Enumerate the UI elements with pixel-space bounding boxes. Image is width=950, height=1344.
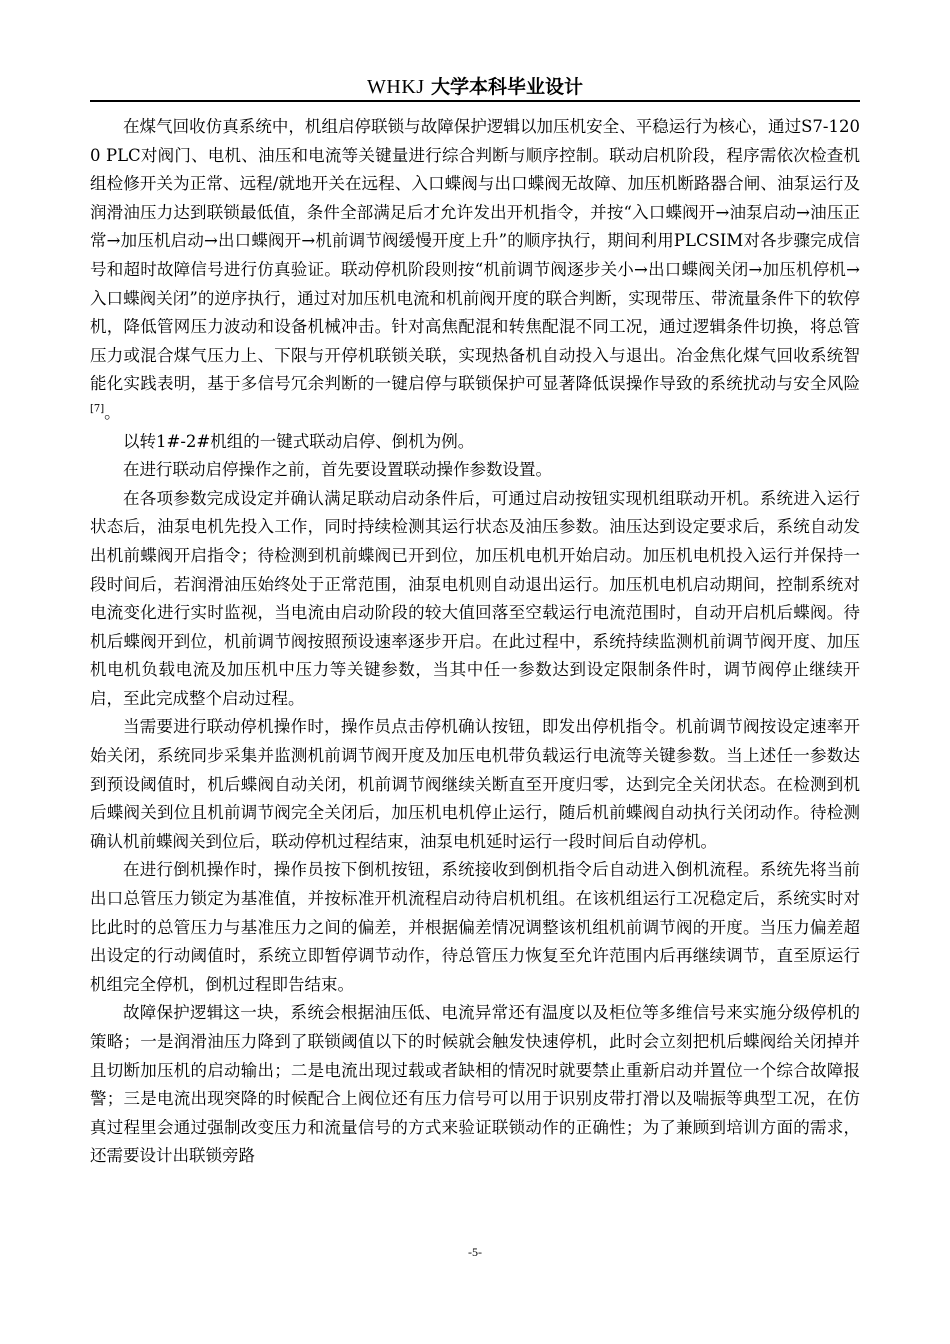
page-header [90, 72, 860, 101]
paragraph-1 [90, 113, 860, 428]
paragraph-2: 以转1#-2#机组的一键式联动启停、倒机为例。 [123, 431, 475, 451]
page-number: -5- [468, 1245, 482, 1259]
document-body [90, 113, 860, 1171]
paragraph-6: 在进行倒机操作时，操作员按下倒机按钮，系统接收到倒机指令后自动进入倒机流程。系统先将当前出口总管压力锁定为基准值，并按标准开机流程启动待启机机组。在该机组运行工况稳定后，系统实时对比此时的总管压力与基准压力之间的偏差，并根据偏差情况调整该机组机前调节阀的开度。当压力偏差超出设定的行动阈值时，系统立即暂停调节动作，待总管压力恢复至允许范围内后再继续调节，直至原运行机组完全停机，倒机过程即告结束。 [90, 860, 860, 994]
header-title: 大学本科毕业设计 [430, 76, 583, 98]
header-school-code: WHKJ [367, 76, 425, 98]
paragraph-3: 在进行联动启停操作之前，首先要设置联动操作参数设置。 [123, 460, 552, 480]
citation-ref: [7] [90, 403, 105, 415]
paragraph-text: 在煤气回收仿真系统中，机组启停联锁与故障保护逻辑以加压机安全、平稳运行为核心，通过S7-1200 PLC对阀门、电机、油压和电流等关键量进行综合判断与顺序控制。联动启机阶段，程序需依次检查机组检修开关为正常、远程/就地开关在远程、入口蝶阀与出口蝶阀无故障、加压机断路器合闸、油泵运行及润滑油压力达到联锁最低值，条件全部满足后才允许发出开机指令，并按“入口蝶阀开→油泵启动→油压正常→加压机启动→出口蝶阀开→机前调节阀缓慢开度上升”的顺序执行，期间利用PLCSIM对各步骤完成信号和超时故障信号进行仿真验证。联动停机阶段则按“机前调节阀逐步关小→出口蝶阀关闭→加压机停机→入口蝶阀关闭”的逆序执行，通过对加压机电流和机前阀开度的联合判断，实现带压、带流量条件下的软停机，降低管网压力波动和设备机械冲击。针对高焦配混和转焦配混不同工况，通过逻辑条件切换，将总管压力或混合煤气压力上、下限与开停机联锁关联，实现热备机自动投入与退出。冶金焦化煤气回收系统智能化实践表明，基于多信号冗余判断的一键启停与联锁保护可显著降低误操作导致的系统扰动与安全风险 [90, 117, 860, 394]
paragraph-5: 当需要进行联动停机操作时，操作员点击停机确认按钮，即发出停机指令。机前调节阀按设定速率开始关闭，系统同步采集并监测机前调节阀开度及加压电机带负载运行电流等关键参数。当上述任一参数达到预设阈值时，机后蝶阀自动关闭，机前调节阀继续关断直至开度归零，达到完全关闭状态。在检测到机后蝶阀关到位且机前调节阀完全关闭后，加压机电机停止运行，随后机前蝶阀自动执行关闭动作。待检测确认机前蝶阀关到位后，联动停机过程结束，油泵电机延时运行一段时间后自动停机。 [90, 717, 860, 851]
paragraph-7: 故障保护逻辑这一块，系统会根据油压低、电流异常还有温度以及柜位等多维信号来实施分级停机的策略；一是润滑油压力降到了联锁阈值以下的时候就会触发快速停机，此时会立刻把机后蝶阀给关闭掉并且切断加压机的启动输出；二是电流出现过载或者缺相的情况时就要禁止重新启动并置位一个综合故障报警；三是电流出现突降的时候配合上阀位还有压力信号可以用于识别皮带打滑以及喘振等典型工况，在仿真过程里会通过强制改变压力和流量信号的方式来验证联锁动作的正确性；为了兼顾到培训方面的需求，还需要设计出联锁旁路 [90, 1003, 860, 1166]
paragraph-tail: 。 [104, 402, 121, 422]
paragraph-4: 在各项参数完成设定并确认满足联动启动条件后，可通过启动按钮实现机组联动开机。系统进入运行状态后，油泵电机先投入工作，同时持续检测其运行状态及油压参数。油压达到设定要求后，系统自动发出机前蝶阀开启指令；待检测到机前蝶阀已开到位，加压机电机开始启动。加压机电机投入运行并保持一段时间后，若润滑油压始终处于正常范围，油泵电机则自动退出运行。加压机电机启动期间，控制系统对电流变化进行实时监视，当电流由启动阶段的较大值回落至空载运行电流范围时，自动开启机后蝶阀。待机后蝶阀开到位，机前调节阀按照预设速率逐步开启。在此过程中，系统持续监测机前调节阀开度、加压机电机负载电流及加压机中压力等关键参数，当其中任一参数达到设定限制条件时，调节阀停止继续开启，至此完成整个启动过程。 [90, 488, 860, 708]
header-divider [90, 100, 860, 102]
